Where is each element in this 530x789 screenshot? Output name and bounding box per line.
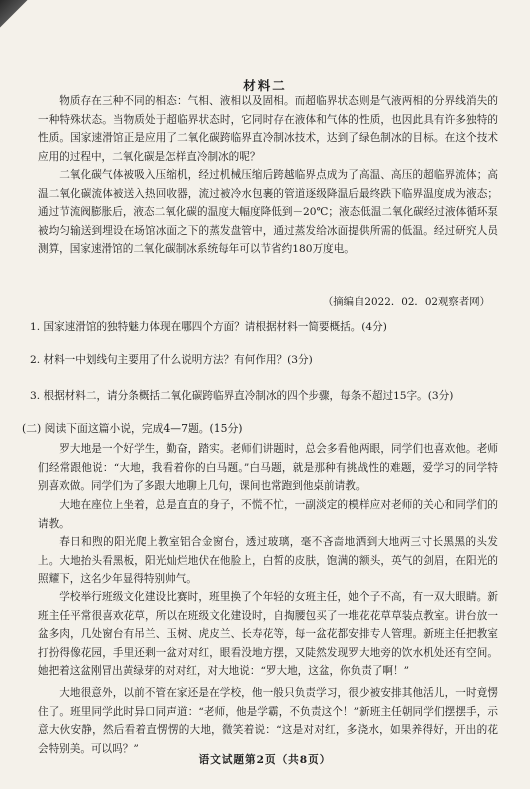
source-citation: （摘编自2022．02．02观察者网） bbox=[322, 296, 490, 308]
section-heading: (二) 阅读下面这篇小说，完成4—7题。(15分) bbox=[22, 422, 243, 435]
question-2: 2. 材料一中划线句主要用了什么说明方法？有何作用？(3分) bbox=[30, 354, 313, 366]
story-paragraph-4: 学校举行班级文化建设比赛时，班里换了个年轻的女班主任，她个子不高，有一双大眼睛。新班主任平常很喜欢花草，所以在班级文化建设时，自掏腰包买了一堆花花草草装点教室。讲台放一盆多肉，几处窗台有吊兰、玉树、虎皮兰、长寿花等，每一盆花都安排专人管理。新班主任把教室打扮得像花园，手里还剩一盆对对红，眼看没地方摆，又陡然发现罗大地旁的饮水机处还有空间。她把着这盆刚冒出黄绿芽的对对红，对大地说：“罗大地，这盆，你负责了啊！” bbox=[38, 591, 498, 678]
story-paragraph-1: 罗大地是一个好学生，勤奋，踏实。老师们讲题时，总会多看他两眼，同学们也喜欢他。老师们经常跟他说：“大地，我看着你的白马题。”白马题，就是那种有挑战性的难题，爱学习的同学特别喜欢做。同学们为了多跟大地聊上几句，课间也常跑到他桌前请教。 bbox=[38, 443, 498, 493]
story-paragraph-2: 大地在座位上坐着，总是直直的身子，不慌不忙，一副淡定的模样应对老师的关心和同学们的请教。 bbox=[38, 499, 498, 530]
material-paragraph-2: 二氧化碳气体被吸入压缩机，经过机械压缩后跨越临界点成为了高温、高压的超临界流体；高温二氧化碳流体被送入热回收器，流过被冷水包裹的管道逐级降温后最终跌下临界温度成为液态；通过节流阀膨胀后，液态二氧化碳的温度大幅度降低到－20℃；液态低温二氧化碳经过液体循环泵被均匀输送到埋设在场馆冰面之下的蒸发盘管中，通过蒸发给冰面提供所需的低温。经过研究人员测算，国家速滑馆的二氧化碳制冰系统每年可以节省约180万度电。 bbox=[38, 169, 498, 256]
page-corner-shadow bbox=[0, 0, 34, 34]
story-paragraph-5: 大地很意外，以前不管在家还是在学校，他一般只负责学习，很少被安排其他活儿，一时竟愣住了。班里同学此时异口同声道：“老师，他是学霸，不负责这个！”新班主任朝同学们摆摆手，示意大伙安静，然后看着直愣愣的大地，微笑着说：“这是对对红，多浇水，如果养得好，开出的花会特别美。可以吗？” bbox=[38, 687, 498, 755]
question-3: 3. 根据材料二，请分条概括二氧化碳跨临界直冷制冰的四个步骤，每条不超过15字。(3分) bbox=[30, 390, 454, 402]
material-paragraph-1: 物质存在三种不同的相态：气相、液相以及固相。而超临界状态则是气液两相的分界线消失的一种特殊状态。当物质处于超临界状态时，它同时存在液体和气体的性质，也因此具有许多独特的性质。国家速滑馆正是应用了二氧化碳跨临界直冷制冰技术，达到了绿色制冰的目标。在这个技术应用的过程中，二氧化碳是怎样直冷制冰的呢？ bbox=[38, 95, 498, 163]
material-title: 材料二 bbox=[243, 78, 287, 93]
story-paragraph-3: 春日和煦的阳光爬上教室铝合金窗台，透过玻璃，毫不吝啬地洒到大地两三寸长黑黑的头发上。大地抬头看黑板，阳光灿烂地伏在他脸上，白皙的皮肤，饱满的额头，英气的剑眉，在阳光的照耀下，这名少年显得特别帅气。 bbox=[38, 536, 498, 586]
page-footer: 语文试题第2页（共8页） bbox=[198, 754, 332, 766]
question-1: 1. 国家速滑馆的独特魅力体现在哪四个方面？请根据材料一简要概括。(4分) bbox=[30, 321, 387, 333]
